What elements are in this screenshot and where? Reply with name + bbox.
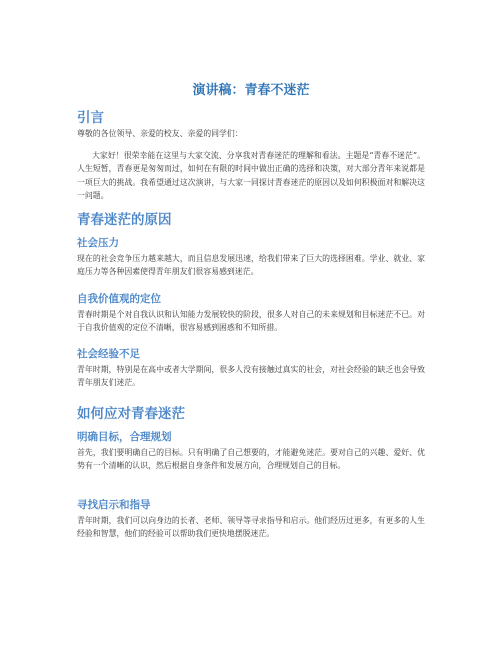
subsection-heading-guidance: 寻找启示和指导 [77, 499, 151, 511]
goals-paragraph: 首先，我们要明确自己的目标。只有明确了自己想要的，才能避免迷茫。要对自己的兴趣、爱好、优势有一个清晰的认识，然后根据自身条件和发展方向，合理规划自己的目标。 [77, 448, 425, 471]
introduction-paragraph: 大家好！很荣幸能在这里与大家交流、分享我对青春迷茫的理解和看法。主题是“青春不迷茫”。人生短暂，青春更是匆匆而过，如何在有限的时间中做出正确的选择和决策，对大部分青年来说都是一项巨大的挑战。我希望通过这次演讲，与大家一同探讨青春迷茫的原因以及如何积极面对和解决这一问题。 [77, 151, 425, 200]
subsection-heading-self-value: 自我价值观的定位 [77, 293, 161, 305]
subsection-heading-social-experience: 社会经验不足 [77, 348, 140, 360]
document-title: 演讲稿：青春不迷茫 [192, 83, 310, 98]
section-heading-introduction: 引言 [77, 110, 104, 126]
social-pressure-paragraph: 现在的社会竞争压力越来越大，而且信息发展迅速，给我们带来了巨大的选择困难。学业、就业、家庭压力等各种因素使得青年朋友们很容易感到迷茫。 [77, 254, 425, 277]
guidance-paragraph: 青年时期，我们可以向身边的长者、老师、领导等寻求指导和启示。他们经历过更多，有更多的人生经验和智慧，他们的经验可以帮助我们更快地摆脱迷茫。 [77, 516, 425, 539]
subsection-heading-goals: 明确目标，合理规划 [77, 431, 172, 443]
salutation-paragraph: 尊敬的各位领导、亲爱的校友、亲爱的同学们： [77, 129, 243, 138]
self-value-paragraph: 青春时期是个对自我认识和认知能力发展较快的阶段，很多人对自己的未来规划和目标迷茫不已。对于自我价值观的定位不清晰，很容易感到困惑和不知所措。 [77, 310, 425, 333]
section-heading-solutions: 如何应对青春迷茫 [77, 406, 185, 422]
subsection-heading-social-pressure: 社会压力 [77, 237, 119, 249]
social-experience-paragraph: 青年时期，特别是在高中或者大学期间，很多人没有接触过真实的社会，对社会经验的缺乏也会导致青年朋友们迷茫。 [77, 365, 425, 388]
section-heading-causes: 青春迷茫的原因 [77, 212, 172, 228]
